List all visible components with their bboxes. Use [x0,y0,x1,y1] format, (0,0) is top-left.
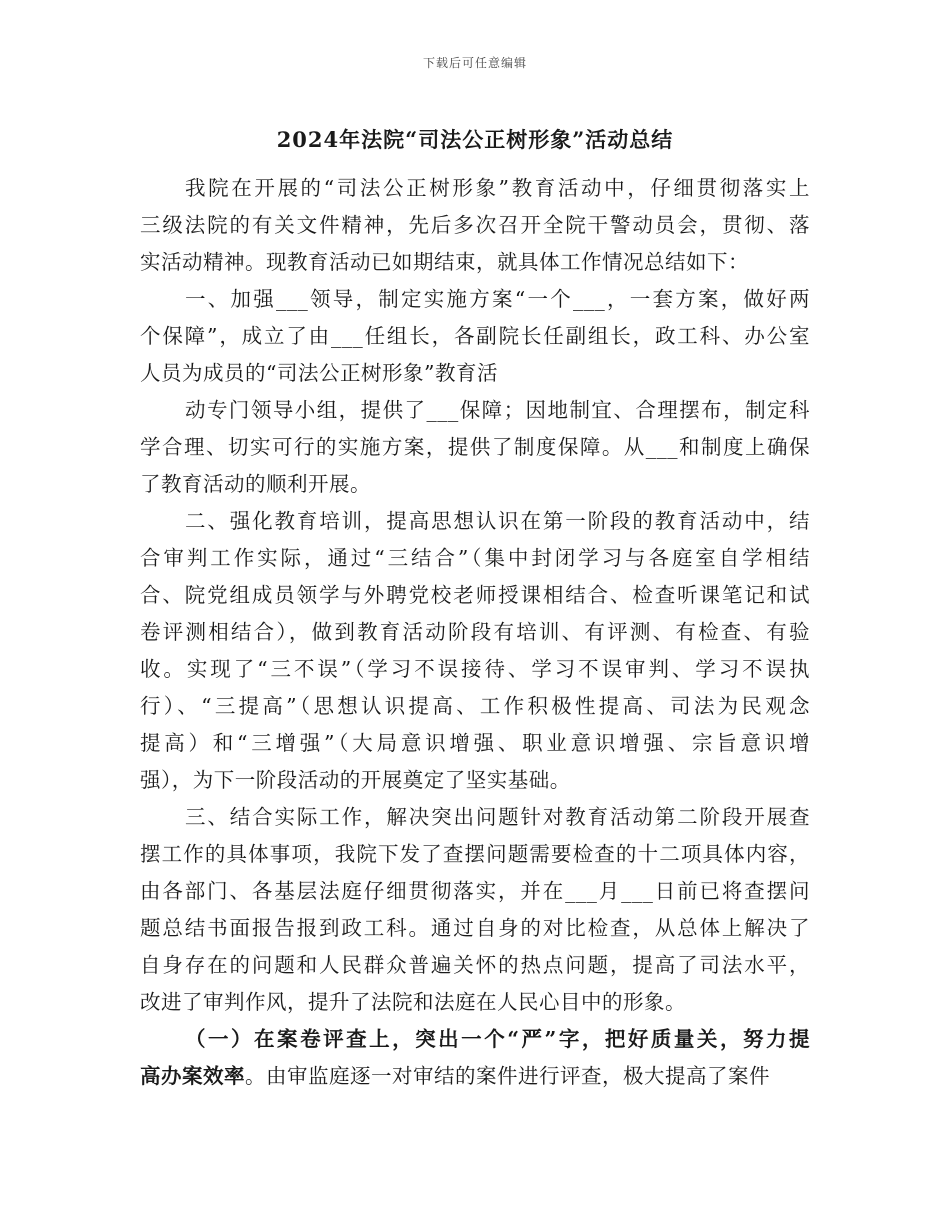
paragraph-line: 卷评测相结合），做到教育活动阶段有培训、有评测、有检查、有验 [140,620,810,644]
paragraph-line: 二、强化教育培训，提高思想认识在第一阶段的教育活动中，结 [185,509,810,533]
paragraph-line: 摆工作的具体事项，我院下发了查摆问题需要检查的十二项具体内容， [140,842,810,866]
paragraph-line: 一、加强___领导，制定实施方案“一个___，一套方案，做好两 [185,287,810,311]
paragraph-line: 合审判工作实际，通过“三结合”（集中封闭学习与各庭室自学相结 [140,546,810,570]
paragraph-line: 强），为下一阶段活动的开展奠定了坚实基础。 [140,768,571,792]
paragraph-line: 行）、“三提高”（思想认识提高、工作积极性提高、司法为民观念 [140,694,810,718]
paragraph-line: 收。实现了“三不误”（学习不误接待、学习不误审判、学习不误执 [140,657,810,681]
paragraph-line: 个保障”，成立了由___任组长，各副院长任副组长，政工科、办公室 [140,324,810,348]
paragraph-line: 三级法院的有关文件精神，先后多次召开全院干警动员会，贯彻、落 [140,213,810,237]
section-heading-tail: 高办案效率 [140,1064,245,1088]
paragraph-line: 三、结合实际工作，解决突出问题针对教育活动第二阶段开展查 [185,805,810,829]
page-header-note: 下载后可任意编辑 [422,56,527,70]
paragraph-line: 人员为成员的“司法公正树形象”教育活 [140,361,498,385]
paragraph-line: 实活动精神。现教育活动已如期结束，就具体工作情况总结如下： [140,250,749,274]
paragraph-line: 自身存在的问题和人民群众普遍关怀的热点问题，提高了司法水平， [140,953,810,977]
paragraph-line [140,1066,810,1087]
paragraph-line: 提高）和“三增强”（大局意识增强、职业意识增强、宗旨意识增 [140,731,810,755]
paragraph-line: 动专门领导小组，提供了___保障；因地制宜、合理摆布，制定科 [185,398,810,422]
paragraph-line: 由各部门、各基层法庭仔细贯彻落实，并在___月___日前已将查摆问 [140,879,810,903]
section-heading-line: （一）在案卷评查上，突出一个“严”字，把好质量关，努力提 [185,1027,810,1051]
paragraph-line: 题总结书面报告报到政工科。通过自身的对比检查，从总体上解决了 [140,916,810,940]
paragraph-line: 合、院党组成员领学与外聘党校老师授课相结合、检查听课笔记和试 [140,583,810,607]
paragraph-line: 了教育活动的顺利开展。 [140,472,371,496]
paragraph-text: 。由审监庭逐一对审结的案件进行评查，极大提高了案件 [245,1064,770,1088]
document-title: 2024年法院“司法公正树形象”活动总结 [276,127,674,152]
paragraph-line: 学合理、切实可行的实施方案，提供了制度保障。从___和制度上确保 [140,435,810,459]
paragraph-line: 我院在开展的“司法公正树形象”教育活动中，仔细贯彻落实上 [185,176,810,200]
paragraph-line: 改进了审判作风，提升了法院和法庭在人民心目中的形象。 [140,990,686,1014]
